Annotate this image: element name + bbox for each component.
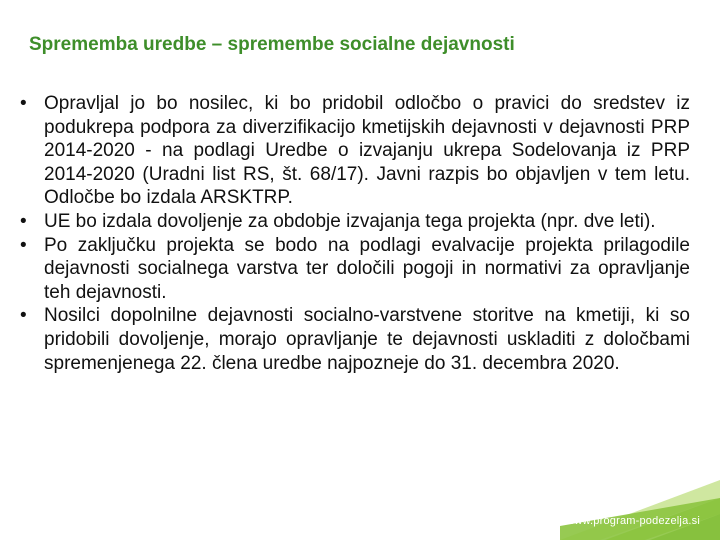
bullet-text: Opravljal jo bo nosilec, ki bo pridobil odločbo o pravici do sredstev iz podukrepa podpora za diverzifikacijo kmetijskih dejavnosti v dejavnosti PRP 2014-2020 - na podlagi Uredbe o izvajanju ukrepa Sodelovanja iz PRP 2014-2020 (Uradni list RS, št. 68/17). Javni razpis bo objavljen v tem letu. Odločbe bo izdala ARSKTRP. [44,93,690,209]
bullet-item [16,234,690,305]
bullet-icon: • [20,93,27,114]
bullet-list [16,92,690,375]
bullet-text: Nosilci dopolnilne dejavnosti socialno-varstvene storitve na kmetiji, ki so pridobili dovoljenje, morajo opravljanje te dejavnosti uskladiti z določbami spremenjenega 22. člena uredbe najpozneje do 31. decembra 2020. [44,305,690,374]
bullet-icon: • [20,234,27,256]
bullet-item [16,92,690,210]
slide-title: Sprememba uredbe – spremembe socialne dejavnosti [29,34,515,55]
footer-url: www.program-podezelja.si [566,515,700,527]
bullet-item [16,304,690,375]
bullet-text: Po zaključku projekta se bodo na podlagi evalvacije projekta prilagodile dejavnosti socialnega varstva ter določili pogoji in normativi za opravljanje teh dejavnosti. [44,234,690,303]
bullet-text: UE bo izdala dovoljenje za obdobje izvajanja tega projekta (npr. dve leti). [44,210,656,232]
bullet-icon: • [20,210,27,232]
bullet-item [16,210,690,234]
bullet-icon: • [20,305,27,327]
